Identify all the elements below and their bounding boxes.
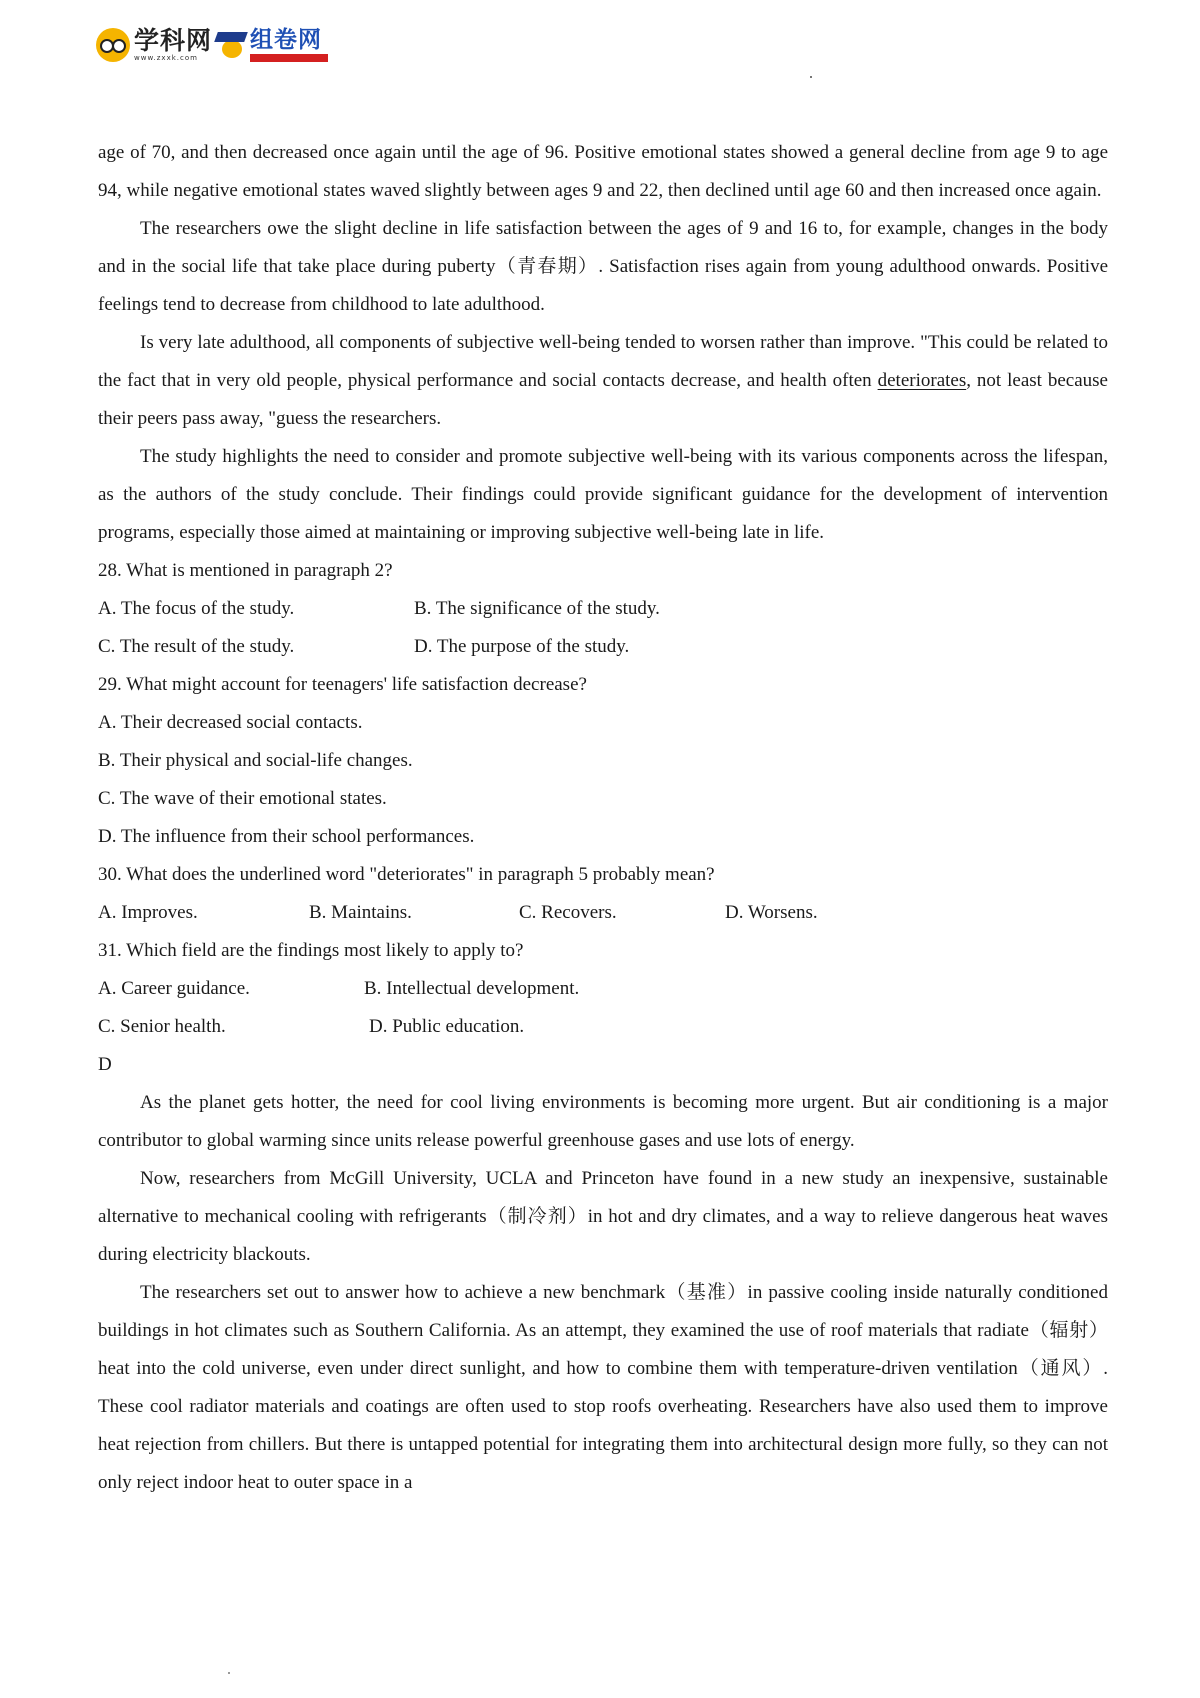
question-28-options-row-1 (98, 590, 1108, 628)
question-30-options (98, 894, 1108, 932)
question-29-stem: 29. What might account for teenagers' life satisfaction decrease? (98, 674, 587, 695)
question-30-option-d: D. Worsens. (725, 902, 818, 923)
question-31-options-row-2 (98, 1008, 1108, 1046)
section-d-paragraph-1: As the planet gets hotter, the need for cool living environments is becoming more urgent. But air conditioning is a major contributor to global warming since units release powerful greenhouse gases and use lots of energy. (98, 1092, 1108, 1151)
question-31-option-b: B. Intellectual development. (364, 978, 580, 999)
header-logos (96, 22, 328, 68)
question-31-option-d: D. Public education. (369, 1016, 525, 1037)
question-28-option-c: C. The result of the study. (98, 636, 295, 657)
logo-zxxk-url: www.zxxk.com (134, 54, 198, 62)
question-30-option-c: C. Recovers. (519, 902, 617, 923)
paragraph-3 (98, 324, 1108, 438)
section-d-paragraph-3: The researchers set out to answer how to achieve a new benchmark（基准）in passive cooling inside naturally conditioned buildings in hot climates such as Southern California. As an attempt, they examined the use of roof materials that radiate（辐射）heat into the cold universe, even under direct sunlight, and how to combine them with temperature-driven ventilation（通风）. These cool radiator materials and coatings are often used to stop roofs overheating. Researchers have also used them to improve heat rejection from chillers. But there is untapped potential for integrating them into architectural design more fully, so they can not only reject indoor heat to outer space in a (98, 1282, 1108, 1493)
section-d-paragraph-2: Now, researchers from McGill University, UCLA and Princeton have found in a new study an inexpensive, sustainable alternative to mechanical cooling with refrigerants（制冷剂）in hot and dry climates, and a way to relieve dangerous heat waves during electricity blackouts. (98, 1168, 1108, 1265)
scan-dot (810, 76, 812, 78)
mascot-icon (96, 28, 130, 62)
underlined-word: deteriorates (877, 370, 967, 391)
question-31-stem: 31. Which field are the findings most likely to apply to? (98, 940, 524, 961)
question-28-option-a: A. The focus of the study. (98, 598, 295, 619)
paragraph-2: The researchers owe the slight decline in life satisfaction between the ages of 9 and 16 to, for example, changes in the body and in the social life that take place during puberty（青春期）. Satisfaction rises again from young adulthood onwards. Positive feelings tend to decrease from childhood to late adulthood. (98, 218, 1108, 315)
question-29-option-d: D. The influence from their school performances. (98, 826, 475, 847)
question-28-options-row-2 (98, 628, 1108, 666)
question-28-stem: 28. What is mentioned in paragraph 2? (98, 560, 393, 581)
paragraph-3-before: Is very late adulthood, all components of subjective well-being tended to worsen rather than improve. "This could be related to the fact that in very old people, physical performance and social contacts decrease, and health often (98, 332, 1108, 391)
question-29-option-c: C. The wave of their emotional states. (98, 788, 387, 809)
question-29-option-b: B. Their physical and social-life changes. (98, 750, 413, 771)
question-29-option-a: A. Their decreased social contacts. (98, 712, 363, 733)
question-28-option-d: D. The purpose of the study. (414, 636, 630, 657)
question-31-options-row-1 (98, 970, 1108, 1008)
question-31-option-a: A. Career guidance. (98, 978, 250, 999)
graduation-cap-icon (216, 30, 246, 60)
footer-dot (228, 1672, 230, 1674)
paragraph-1: age of 70, and then decreased once again until the age of 96. Positive emotional states showed a general decline from age 9 to age 94, while negative emotional states waved slightly between ages 9 and 22, then declined until age 60 and then increased once again. (98, 142, 1108, 201)
logo-zujuan (250, 26, 328, 62)
question-30-option-a: A. Improves. (98, 902, 198, 923)
logo-zxxk-name: 学科网 (134, 26, 213, 55)
question-31-option-c: C. Senior health. (98, 1016, 226, 1037)
logo-zujuan-bar (250, 54, 328, 62)
section-heading-d: D (98, 1054, 112, 1075)
document-body (98, 134, 1108, 1502)
logo-zujuan-name: 组卷网 (250, 26, 323, 53)
paragraph-3-after: , not least because their peers pass away, "guess the researchers. (98, 370, 1108, 429)
question-30-option-b: B. Maintains. (309, 902, 412, 923)
question-28-option-b: B. The significance of the study. (414, 598, 660, 619)
logo-zxxk (134, 28, 212, 62)
paragraph-4: The study highlights the need to consider and promote subjective well-being with its various components across the lifespan, as the authors of the study conclude. Their findings could provide significant guidance for the development of intervention programs, especially those aimed at maintaining or improving subjective well-being late in life. (98, 446, 1108, 543)
question-30-stem: 30. What does the underlined word "deteriorates" in paragraph 5 probably mean? (98, 864, 715, 885)
